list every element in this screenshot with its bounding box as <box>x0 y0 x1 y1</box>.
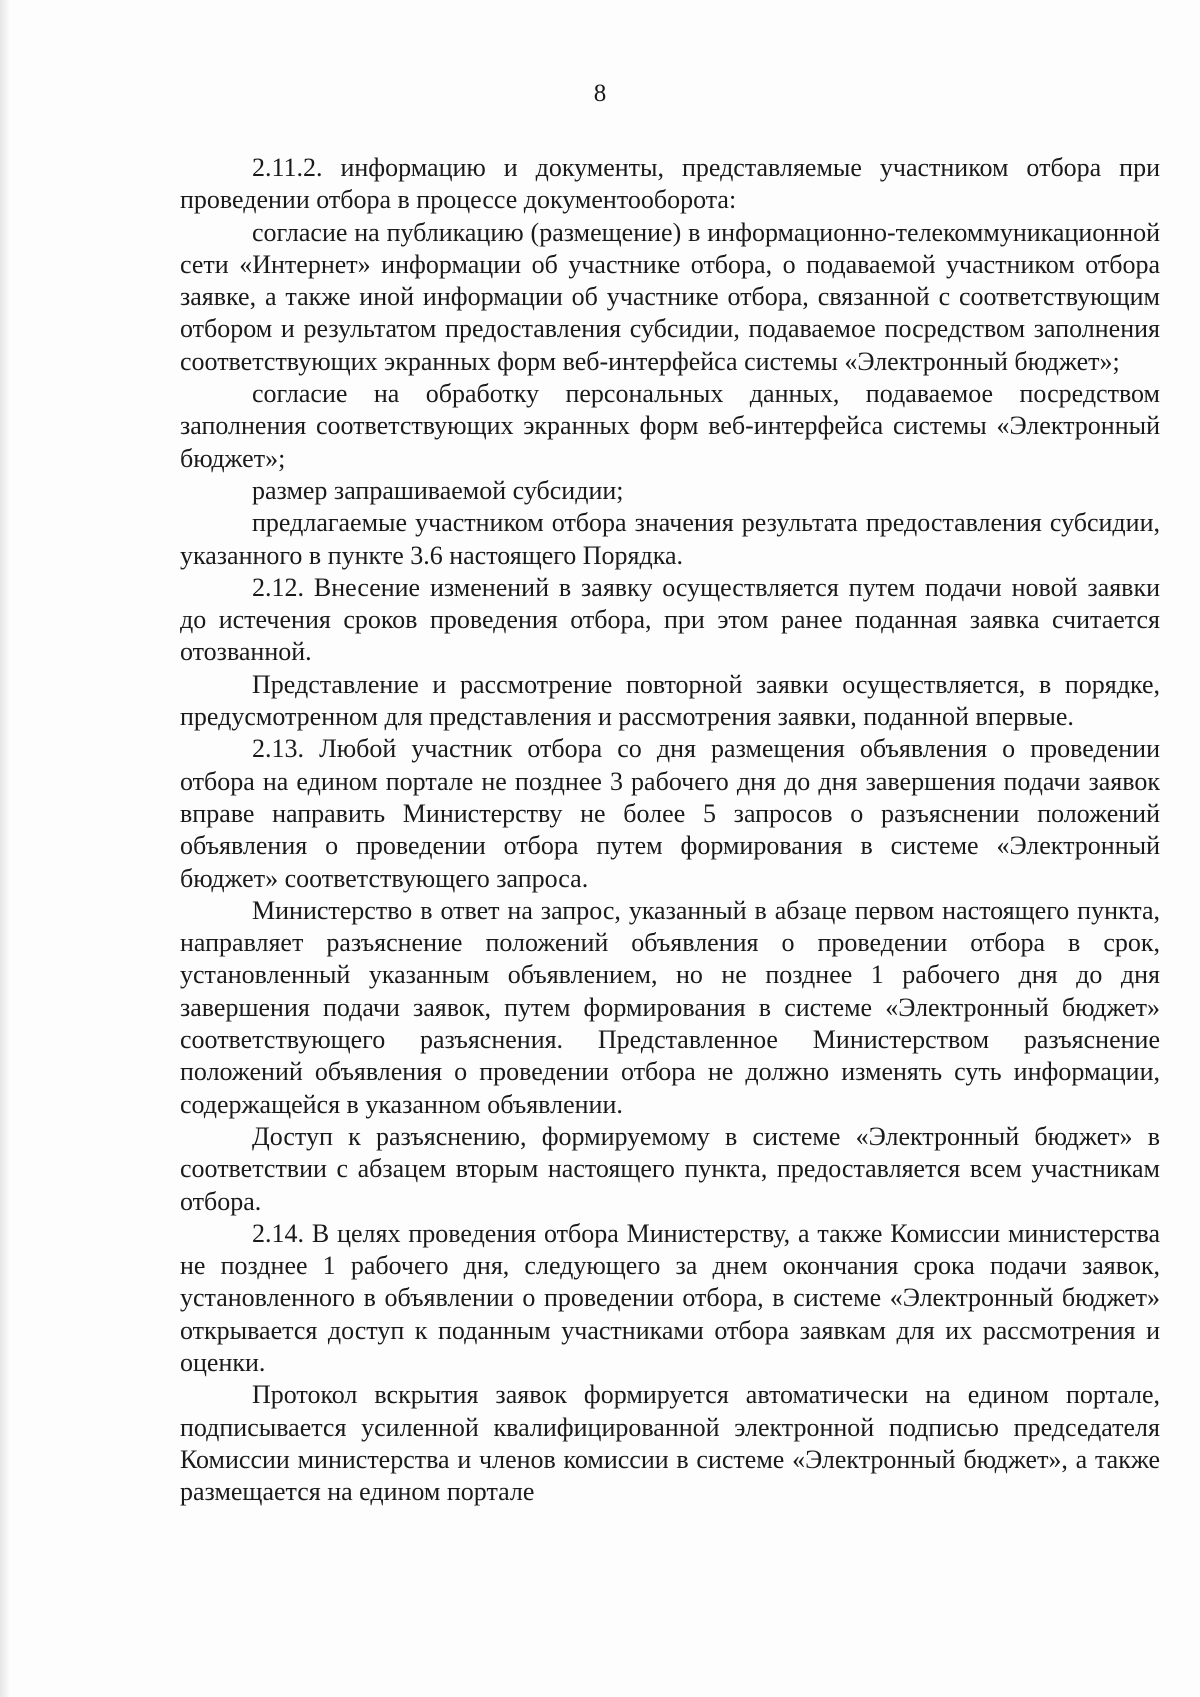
paragraph-2-11-2: 2.11.2. информацию и документы, представляемые участником отбора при проведении отбора в процессе документооборота: <box>180 153 1160 215</box>
paragraph-subsidy-amount: размер запрашиваемой субсидии; <box>252 475 624 505</box>
paragraph-consent-personal-data: согласие на обработку персональных данных, подаваемое посредством заполнения соответствующих экранных форм веб-интерфейса системы «Электронный бюджет»; <box>180 379 1160 473</box>
page-number: 8 <box>593 80 607 107</box>
paragraph-repeat-application: Представление и рассмотрение повторной заявки осуществляется, в порядке, предусмотренном для представления и рассмотрения заявки, поданной впервые. <box>180 669 1160 732</box>
paragraph-access-clarification: Доступ к разъяснению, формируемому в системе «Электронный бюджет» в соответствии с абзацем вторым настоящего пункта, предоставляется всем участникам отбора. <box>180 1121 1160 1216</box>
paragraph-2-14: 2.14. В целях проведения отбора Министерству, а также Комиссии министерства не позднее 1 рабочего дня, следующего за днем окончания срока подачи заявок, установленного в объявлении о проведении отбора, в системе «Электронный бюджет» открывается доступ к поданным участниками отбора заявкам для их рассмотрения и оценки. <box>180 1218 1160 1377</box>
scan-edge <box>0 0 10 1697</box>
paragraph-consent-publication: согласие на публикацию (размещение) в информационно-телекоммуникационной сети «Интернет» информации об участнике отбора, о подаваемой участником отбора заявке, а также иной информации об участнике отбора, связанной с соответствующим отбором и результатом предоставления субсидии, подаваемое посредством заполнения соответствующих экранных форм веб-интерфейса системы «Электронный бюджет»; <box>180 217 1160 376</box>
paragraph-opening-protocol: Протокол вскрытия заявок формируется автоматически на едином портале, подписывается усиленной квалифицированной электронной подписью председателя Комиссии министерства и членов комиссии в системе «Электронный бюджет», а также размещается на едином портале <box>180 1380 1160 1507</box>
paragraph-ministry-response: Министерство в ответ на запрос, указанный в абзаце первом настоящего пункта, направляет разъяснение положений объявления о проведении отбора в срок, установленный указанным объявлением, но не позднее 1 рабочего дня до дня завершения подачи заявок, путем формирования в системе «Электронный бюджет» соответствующего разъяснения. Представленное Министерством разъяснение положений объявления о проведении отбора не должно изменять суть информации, содержащейся в указанном объявлении. <box>180 895 1160 1119</box>
paragraph-result-values: предлагаемые участником отбора значения результата предоставления субсидии, указанного в пункте 3.6 настоящего Порядка. <box>180 508 1160 570</box>
paragraph-2-13: 2.13. Любой участник отбора со дня размещения объявления о проведении отбора на едином портале не позднее 3 рабочего дня до дня завершения подачи заявок вправе направить Министерству не более 5 запросов о разъяснении положений объявления о проведении отбора путем формирования в системе «Электронный бюджет» соответствующего запроса. <box>180 734 1160 893</box>
paragraph-2-12: 2.12. Внесение изменений в заявку осуществляется путем подачи новой заявки до истечения сроков проведения отбора, при этом ранее поданная заявка считается отозванной. <box>180 572 1160 667</box>
document-body <box>180 152 1160 1508</box>
